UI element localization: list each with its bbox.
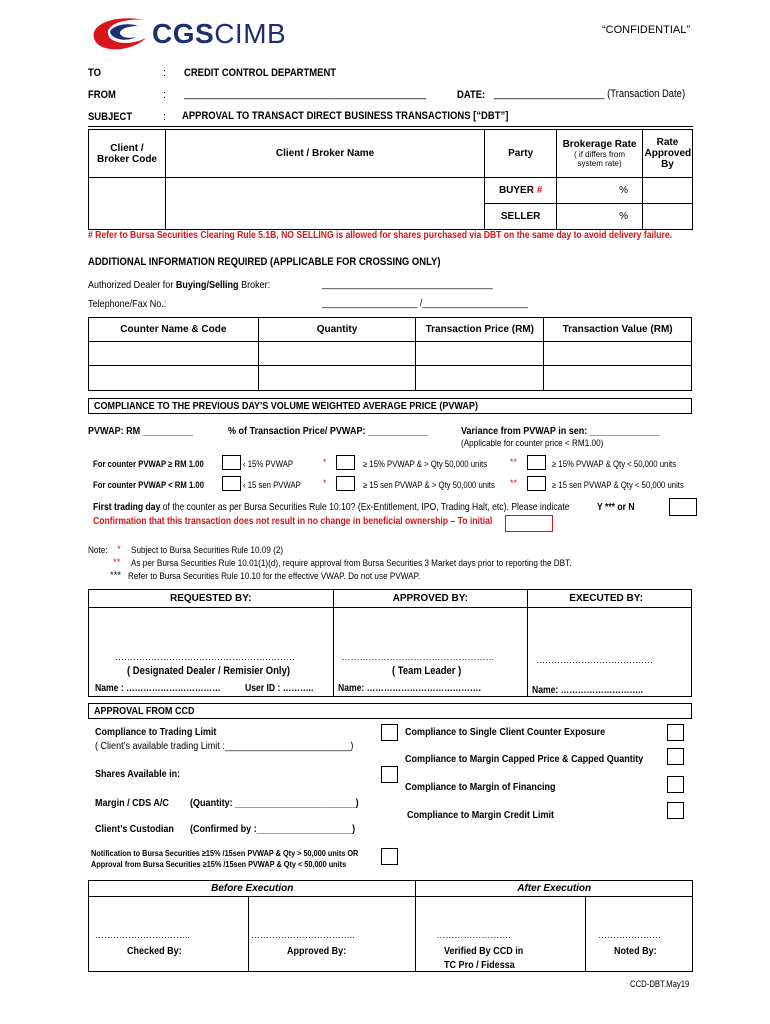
pvwap-percent[interactable]: % of Transaction Price/ PVWAP: ____________ (228, 425, 429, 437)
executed-sign-cell[interactable] (528, 608, 692, 697)
executed-dots: ………………………………… (536, 655, 654, 665)
counter-cell[interactable] (89, 366, 259, 391)
notification-checkbox[interactable] (381, 848, 398, 865)
shares-available: Shares Available in: (95, 768, 181, 780)
logo-text (152, 18, 286, 50)
buyer-label: BUYER (498, 185, 534, 196)
requested-dots: …………………………………………………… (115, 652, 295, 662)
trading-limit: Compliance to Trading Limit (95, 726, 217, 738)
buyer-mark: # (536, 185, 543, 196)
row1-opt3: ≥ 15% PVWAP & Qty < 50,000 units (552, 459, 677, 469)
to-label: TO (88, 67, 101, 79)
single-client-exposure: Compliance to Single Client Counter Exposure (405, 726, 606, 738)
brokerage-title: Brokerage Rate (562, 139, 637, 150)
col-client-code: Client / Broker Code (89, 130, 166, 178)
ccd-heading: APPROVAL FROM CCD (94, 705, 195, 717)
checked-dots: ………………………….. (95, 930, 191, 940)
margin-quantity[interactable]: (Quantity: ________________________) (190, 797, 359, 809)
margin-financing-checkbox[interactable] (667, 776, 684, 793)
col-quantity: Quantity (258, 318, 416, 342)
approved-by: APPROVED BY: (333, 590, 528, 608)
pvwap-applicable: (Applicable for counter price < RM1.00) (461, 438, 604, 449)
row2-label: For counter PVWAP < RM 1.00 (93, 480, 205, 490)
row1-star2: ** (510, 457, 518, 467)
price-cell[interactable] (416, 366, 544, 391)
pvwap-variance[interactable]: Variance from PVWAP in sen: ______________ (461, 425, 661, 437)
brokerage-note: ( if differs from system rate) (574, 150, 626, 168)
dealer-label-post: Broker: (238, 279, 271, 291)
seller-cell: SELLER (485, 204, 557, 230)
signature-table (88, 589, 692, 697)
tel-label: Telephone/Fax No.: (88, 298, 167, 310)
date-label: DATE: (457, 89, 486, 101)
date-value[interactable]: _____________________ (Transaction Date) (494, 88, 686, 100)
row2-opt1-checkbox[interactable] (222, 476, 241, 491)
counter-cell[interactable] (89, 342, 259, 366)
subject-underline (88, 126, 693, 127)
row2-star2: ** (510, 478, 518, 488)
logo-swoosh-icon (86, 14, 150, 52)
row1-label: For counter PVWAP ≥ RM 1.00 (93, 459, 204, 469)
noted-by-cell[interactable] (586, 897, 693, 972)
yes-no-box[interactable] (669, 498, 697, 516)
checked-by: Checked By: (127, 945, 182, 957)
selling-note: # Refer to Bursa Securities Clearing Rule 5.1B, NO SELLING is allowed for shares purchased via DBT on the same day to avoid delivery failure. (88, 230, 673, 241)
requested-name: Name : …………………………… (95, 683, 221, 694)
single-client-checkbox[interactable] (667, 724, 684, 741)
from-value[interactable]: ______________________________________________ (184, 88, 427, 100)
margin-financing: Compliance to Margin of Financing (405, 781, 556, 793)
buyer-approved-cell[interactable] (642, 178, 692, 204)
to-colon: : (163, 67, 167, 79)
row2-opt2: ≥ 15 sen PVWAP & > Qty 50,000 units (363, 480, 495, 490)
additional-heading: ADDITIONAL INFORMATION REQUIRED (APPLICABLE FOR CROSSING ONLY) (88, 256, 441, 268)
executed-name: Name: ……………………….. (532, 685, 643, 696)
note-label: Note: (88, 545, 108, 556)
margin-capped: Compliance to Margin Capped Price & Capped Quantity (405, 753, 644, 765)
logo-light: CIMB (214, 18, 287, 49)
dealer-label-pre: Authorized Dealer for (88, 279, 176, 291)
confirmed-by[interactable]: (Confirmed by :___________________) (190, 823, 356, 835)
subject-label: SUBJECT (88, 111, 133, 123)
value-cell[interactable] (544, 342, 692, 366)
note1-mark: * (117, 544, 121, 555)
confidential-label: “CONFIDENTIAL” (602, 24, 690, 36)
from-label: FROM (88, 89, 116, 101)
dealer-line[interactable]: __________________________________ (322, 278, 493, 290)
col-client-name: Client / Broker Name (165, 130, 484, 178)
value-cell[interactable] (544, 366, 692, 391)
approved-sign-cell[interactable] (333, 608, 528, 697)
row1-opt2: ≥ 15% PVWAP & > Qty 50,000 units (363, 459, 488, 469)
row2-opt1: ‹ 15 sen PVWAP (243, 480, 301, 490)
first-trading-day (93, 502, 570, 513)
client-code-cell[interactable] (89, 178, 166, 230)
note2: As per Bursa Securities Rule 10.01(1)(d), require approval from Bursa Securities 3 Market days prior to reporting the DBT. (131, 558, 572, 569)
quantity-cell[interactable] (258, 342, 416, 366)
row2-opt3-checkbox[interactable] (527, 476, 546, 491)
verified-dots: ……………………. (436, 930, 511, 940)
note3-mark: *** (110, 570, 122, 581)
seller-rate-cell[interactable]: % (557, 204, 643, 230)
user-id: User ID : ……….. (245, 683, 314, 694)
buyer-cell (485, 178, 557, 204)
executed-by: EXECUTED BY: (528, 590, 692, 608)
row1-opt2-checkbox[interactable] (336, 455, 355, 470)
approved-by-cell[interactable] (248, 897, 416, 972)
execution-table (88, 880, 693, 972)
dealer-label-bold: Buying/Selling (175, 279, 239, 291)
note3: Refer to Bursa Securities Rule 10.10 for the effective VWAP. Do not use PVWAP. (128, 571, 421, 582)
available-limit[interactable]: ( Client’s available trading Limit :_________________________) (95, 740, 354, 752)
first-day-bold: First trading day (93, 502, 161, 513)
approved-name: Name: …………………………………. (337, 683, 481, 694)
team-leader-label: ( Team Leader ) (391, 665, 461, 677)
margin-credit-checkbox[interactable] (667, 802, 684, 819)
noted-by: Noted By: (614, 945, 657, 957)
col-value: Transaction Value (RM) (544, 318, 692, 342)
shares-available-checkbox[interactable] (381, 766, 398, 783)
row1-opt1: ‹ 15% PVWAP (243, 459, 294, 469)
client-table (88, 129, 693, 230)
col-rate-approved: Rate Approved By (642, 130, 692, 178)
to-value: CREDIT CONTROL DEPARTMENT (184, 67, 337, 79)
row2-opt2-checkbox[interactable] (336, 476, 355, 491)
margin-capped-checkbox[interactable] (667, 748, 684, 765)
tel-line[interactable]: ___________________ /_____________________ (322, 297, 528, 309)
approved-dots: …………………………………………… (341, 652, 495, 662)
pvwap-rm[interactable]: PVWAP: RM __________ (88, 425, 193, 437)
pvwap-heading: COMPLIANCE TO THE PREVIOUS DAY'S VOLUME WEIGHTED AVERAGE PRICE (PVWAP) (94, 400, 478, 412)
subject-value: APPROVAL TO TRANSACT DIRECT BUSINESS TRANSACTIONS [“DBT”] (182, 110, 509, 122)
company-logo (86, 14, 346, 54)
verified-by-cell[interactable] (416, 897, 586, 972)
exec-approved-by: Approved By: (286, 945, 346, 957)
row2-opt3: ≥ 15 sen PVWAP & Qty < 50,000 units (552, 480, 684, 490)
first-day-rest: of the counter as per Bursa Securities Rule 10.10? (Ex-Entitlement, IPO, Trading Halt, etc). Please indicate (160, 502, 570, 513)
margin-cds: Margin / CDS A/C (95, 797, 169, 809)
yes-no-label: Y *** or N (597, 502, 635, 513)
margin-credit: Compliance to Margin Credit Limit (407, 809, 555, 821)
notification-line2: Approval from Bursa Securities ≥15% /15sen PVWAP & Qty < 50,000 units (91, 859, 347, 869)
col-price: Transaction Price (RM) (416, 318, 544, 342)
before-execution: Before Execution (89, 881, 416, 897)
logo-bold: CGS (152, 18, 215, 49)
seller-approved-cell[interactable] (642, 204, 692, 230)
confirmation-text: Confirmation that this transaction does not result in no change in beneficial ownership – To initial (93, 516, 493, 527)
verified-by-1: Verified By CCD in (444, 945, 524, 957)
quantity-cell[interactable] (258, 366, 416, 391)
note2-mark: ** (113, 557, 121, 568)
requested-by: REQUESTED BY: (89, 590, 334, 608)
row1-opt3-checkbox[interactable] (527, 455, 546, 470)
row1-star: * (323, 457, 327, 467)
row2-star: * (323, 478, 327, 488)
initial-box[interactable] (505, 515, 553, 532)
subject-colon: : (163, 111, 167, 123)
custodian: Client’s Custodian (95, 823, 174, 835)
client-name-cell[interactable] (165, 178, 484, 230)
after-execution: After Execution (416, 881, 693, 897)
crossing-table (88, 317, 692, 391)
col-party: Party (485, 130, 557, 178)
col-brokerage (557, 130, 643, 178)
notification-line1: Notification to Bursa Securities ≥15% /15sen PVWAP & Qty > 50,000 units OR (91, 848, 359, 858)
trading-limit-checkbox[interactable] (381, 724, 398, 741)
noted-dots: ………………… (598, 930, 662, 940)
row1-opt1-checkbox[interactable] (222, 455, 241, 470)
dealer-label: ( Designated Dealer / Remisier Only) (127, 665, 290, 677)
dealer-label (88, 279, 270, 291)
col-counter: Counter Name & Code (89, 318, 259, 342)
checked-by-cell[interactable] (89, 897, 249, 972)
footer-code: CCD-DBT.May19 (630, 979, 690, 989)
price-cell[interactable] (416, 342, 544, 366)
note1: Subject to Bursa Securities Rule 10.09 (2) (131, 545, 284, 556)
requested-sign-cell[interactable] (89, 608, 334, 697)
from-colon: : (163, 89, 167, 101)
verified-by-2: TC Pro / Fidessa (444, 959, 516, 971)
buyer-rate-cell[interactable]: % (557, 178, 643, 204)
approved-dots: …………………………….. (250, 930, 355, 940)
